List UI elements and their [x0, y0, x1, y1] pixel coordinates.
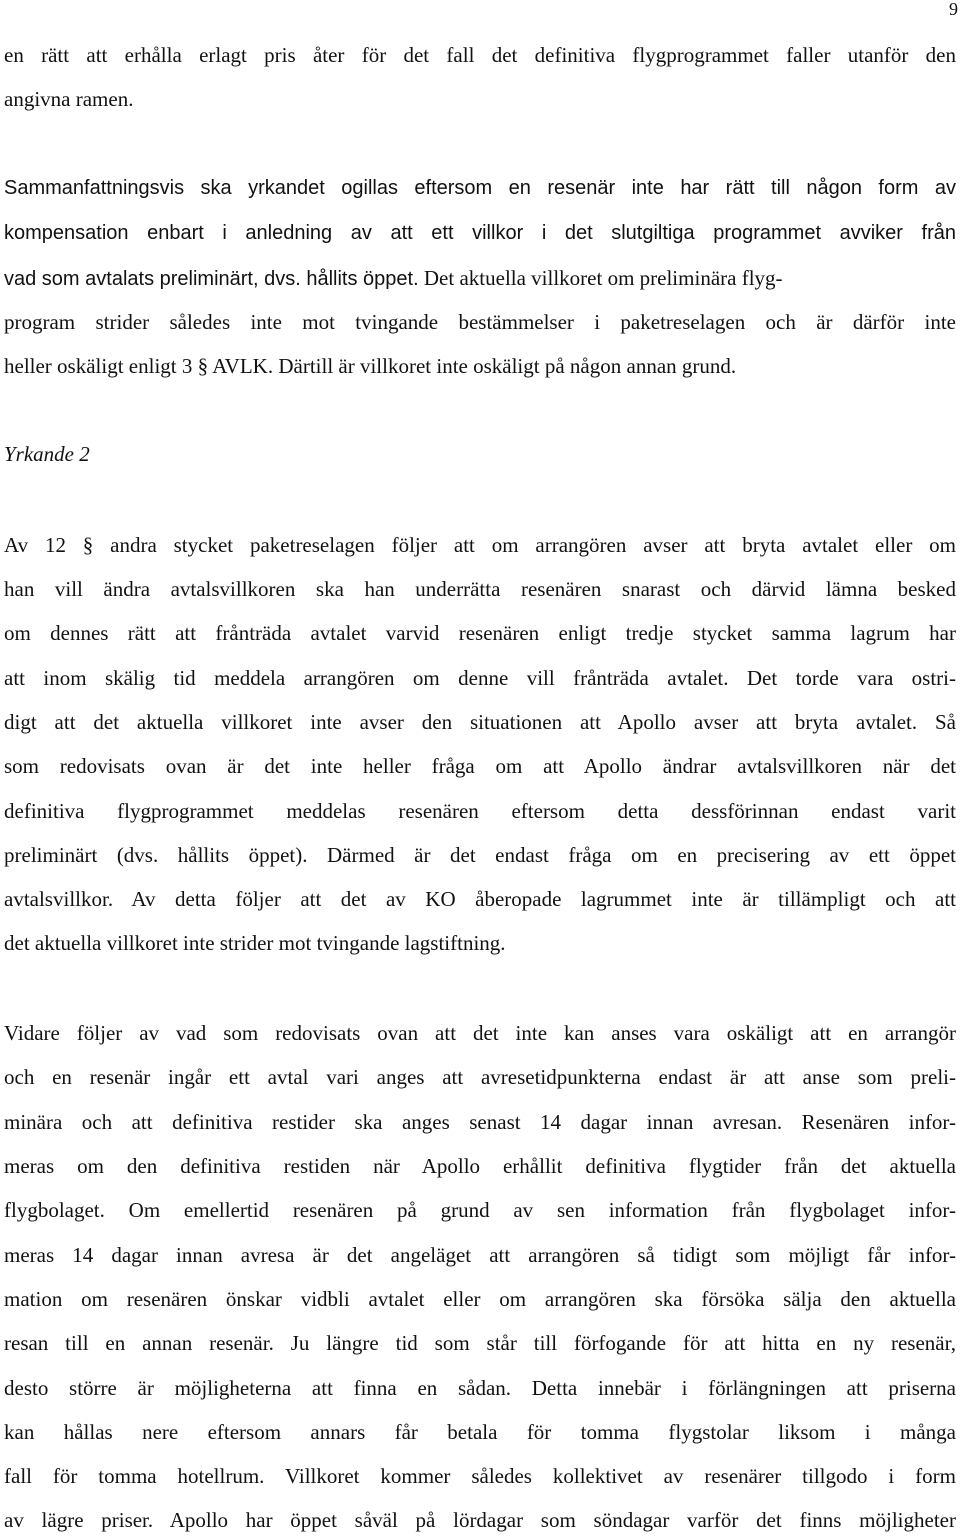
- paragraph-line: meras 14 dagar innan avresa är det angeläget att arrangören så tidigt som möjligt får infor-: [4, 1243, 956, 1267]
- paragraph-line: minära och att definitiva restider ska anges senast 14 dagar innan avresan. Resenären infor-: [4, 1110, 956, 1134]
- paragraph-line: av lägre priser. Apollo har öppet såväl på lördagar som söndagar varför det finns möjligheter: [4, 1508, 956, 1532]
- paragraph-line: Av 12 § andra stycket paketreselagen följer att om arrangören avser att bryta avtalet eller om: [4, 533, 956, 557]
- paragraph-line: flygbolaget. Om emellertid resenären på grund av sen information från flygbolaget infor-: [4, 1198, 956, 1222]
- paragraph-line: program strider således inte mot tvingande bestämmelser i paketreselagen och är därför inte: [4, 310, 956, 334]
- paragraph-line-part: Det aktuella villkoret om preliminära flyg-: [418, 266, 783, 290]
- page-number: 9: [949, 0, 958, 19]
- paragraph-line: som redovisats ovan är det inte heller fråga om att Apollo ändrar avtalsvillkoren när det: [4, 754, 956, 778]
- paragraph-line: kompensation enbart i anledning av att ett villkor i det slutgiltiga programmet avviker från: [4, 222, 956, 244]
- paragraph-line: angivna ramen.: [4, 87, 134, 111]
- paragraph-line: han vill ändra avtalsvillkoren ska han underrätta resenären snarast och därvid lämna besked: [4, 577, 956, 601]
- paragraph-line: digt att det aktuella villkoret inte avser den situationen att Apollo avser att bryta avtalet. Så: [4, 710, 956, 734]
- paragraph-line: meras om den definitiva restiden när Apollo erhållit definitiva flygtider från det aktuella: [4, 1154, 956, 1178]
- paragraph-line: om dennes rätt att frånträda avtalet varvid resenären enligt tredje stycket samma lagrum har: [4, 621, 956, 645]
- paragraph-line-composite: [4, 266, 956, 291]
- paragraph-line: mation om resenären önskar vidbli avtalet eller om arrangören ska försöka sälja den aktuella: [4, 1287, 956, 1311]
- paragraph-line: heller oskäligt enligt 3 § AVLK. Därtill är villkoret inte oskäligt på någon annan grund.: [4, 354, 737, 378]
- paragraph-line: en rätt att erhålla erlagt pris åter för det fall det definitiva flygprogrammet faller utanför den: [4, 43, 956, 67]
- paragraph-line: Sammanfattningsvis ska yrkandet ogillas eftersom en resenär inte har rätt till någon form av: [4, 177, 956, 199]
- paragraph-line: avtalsvillkor. Av detta följer att det av KO åberopade lagrummet inte är tillämpligt och att: [4, 887, 956, 911]
- paragraph-line: kan hållas nere eftersom annars får betala för tomma flygstolar liksom i många: [4, 1420, 956, 1444]
- paragraph-line: att inom skälig tid meddela arrangören om denne vill frånträda avtalet. Det torde vara ostri-: [4, 666, 956, 690]
- paragraph-line-part: vad som avtalats preliminärt, dvs. hållits öppet.: [4, 268, 419, 290]
- paragraph-line: det aktuella villkoret inte strider mot tvingande lagstiftning.: [4, 931, 506, 955]
- paragraph-line: resan till en annan resenär. Ju längre tid som står till förfogande för att hitta en ny resenär,: [4, 1331, 956, 1355]
- paragraph-line: Vidare följer av vad som redovisats ovan att det inte kan anses vara oskäligt att en arrangör: [4, 1021, 956, 1045]
- paragraph-line: definitiva flygprogrammet meddelas resenären eftersom detta dessförinnan endast varit: [4, 799, 956, 823]
- paragraph-line: preliminärt (dvs. hållits öppet). Därmed är det endast fråga om en precisering av ett öppet: [4, 843, 956, 867]
- paragraph-line: desto större är möjligheterna att finna en sådan. Detta innebär i förlängningen att priserna: [4, 1376, 956, 1400]
- section-heading: Yrkande 2: [4, 442, 90, 466]
- paragraph-line: fall för tomma hotellrum. Villkoret kommer således kollektivet av resenärer tillgodo i form: [4, 1464, 956, 1488]
- paragraph-line: och en resenär ingår ett avtal vari anges att avresetidpunkterna endast är att anse som preli-: [4, 1065, 956, 1089]
